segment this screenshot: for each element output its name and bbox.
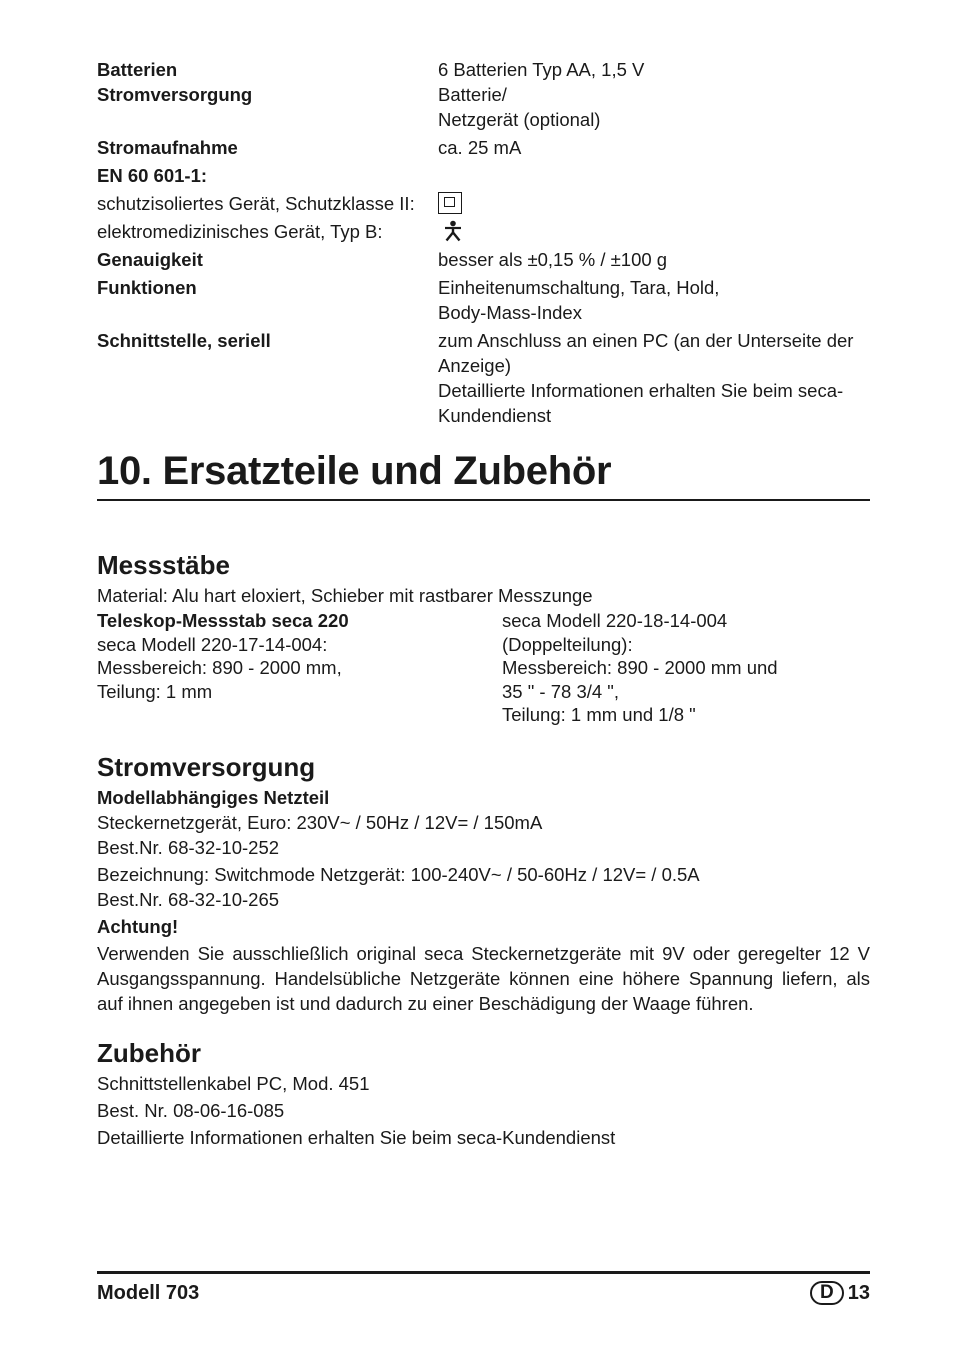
spec-value-line: Detaillierte Informationen erhalten Sie beim seca- xyxy=(438,380,844,401)
spec-value-line: Anzeige) xyxy=(438,355,512,376)
product-line: Messbereich: 890 - 2000 mm, xyxy=(97,657,342,678)
language-badge: D xyxy=(810,1281,844,1305)
type-b-applied-part-icon xyxy=(443,220,463,242)
spec-value: ca. 25 mA xyxy=(438,137,522,158)
power-line: Bezeichnung: Switchmode Netzgerät: 100-240V~ / 50-60Hz / 12V= / 0.5A xyxy=(97,864,700,885)
spec-value xyxy=(438,275,870,325)
section-heading-stromversorgung: Stromversorgung xyxy=(97,752,316,782)
document-page xyxy=(97,0,870,1352)
product-line: 35 " - 78 3/4 ", xyxy=(502,680,620,702)
warning-text: Verwenden Sie ausschließlich original seca Steckernetzgeräte mit 9V oder geregelter 12 V Ausgangsspannung. Handelsübliche Netzgeräte können eine höhere Spannung liefern, als auf ihnen angegeben ist und dadurch zu einer Beschädigung der Waage führen. xyxy=(97,943,870,1014)
product-line: Messbereich: 890 - 2000 mm und xyxy=(502,657,778,678)
product-title: Teleskop-Messstab seca 220 xyxy=(97,610,349,631)
spec-row-en60601 xyxy=(97,163,870,188)
spec-label: Genauigkeit xyxy=(97,249,203,270)
footer-page-info xyxy=(810,1280,870,1306)
spec-label: Schnittstelle, seriell xyxy=(97,330,271,351)
spec-value xyxy=(438,82,870,132)
accessory-line: Schnittstellenkabel PC, Mod. 451 xyxy=(97,1073,370,1094)
power-line: Steckernetzgerät, Euro: 230V~ / 50Hz / 12V= / 150mA xyxy=(97,812,543,833)
spec-value-line: Batterie/ xyxy=(438,84,507,105)
accessory-line: Detaillierte Informationen erhalten Sie beim seca-Kundendienst xyxy=(97,1127,616,1148)
technical-data-table xyxy=(97,57,870,428)
spec-row-power-supply xyxy=(97,82,870,132)
power-line: Best.Nr. 68-32-10-252 xyxy=(97,837,280,858)
spec-value-line: Netzgerät (optional) xyxy=(438,109,601,130)
spec-row-type-b xyxy=(97,219,870,244)
product-line: seca Modell 220-17-14-004: xyxy=(97,633,328,655)
spec-label: EN 60 601-1: xyxy=(97,165,208,186)
spec-row-functions xyxy=(97,275,870,325)
protection-class-2-icon xyxy=(438,192,462,214)
spec-value: 6 Batterien Typ AA, 1,5 V xyxy=(438,59,645,80)
spec-row-batteries xyxy=(97,57,870,82)
spec-label: Batterien xyxy=(97,59,178,80)
product-line: Teilung: 1 mm xyxy=(97,680,213,702)
product-line: seca Modell 220-18-14-004 xyxy=(502,610,728,631)
spec-value: besser als ±0,15 % / ±100 g xyxy=(438,249,668,270)
spec-value-line: Body-Mass-Index xyxy=(438,302,582,323)
product-line: Teilung: 1 mm und 1/8 " xyxy=(502,704,696,725)
section-heading-messstaebe: Messstäbe xyxy=(97,550,230,580)
spec-row-accuracy xyxy=(97,247,870,272)
spec-label: Funktionen xyxy=(97,277,197,298)
spec-label: Stromversorgung xyxy=(97,84,253,105)
measuring-rod-left-column xyxy=(97,609,477,703)
spec-value-line: zum Anschluss an einen PC (an der Unterseite der xyxy=(438,330,854,351)
accessory-line: Best. Nr. 08-06-16-085 xyxy=(97,1100,285,1121)
material-text: Material: Alu hart eloxiert, Schieber mit rastbarer Messzunge xyxy=(97,585,593,606)
spec-row-serial-interface xyxy=(97,328,870,428)
subheading-power-adapter: Modellabhängiges Netzteil xyxy=(97,787,330,808)
product-line: (Doppelteilung): xyxy=(502,633,633,655)
footer-model: Modell 703 xyxy=(97,1282,200,1304)
page-number: 13 xyxy=(847,1282,870,1304)
spec-row-current-consumption xyxy=(97,135,870,160)
spec-value-line: Kundendienst xyxy=(438,405,552,426)
warning-title: Achtung! xyxy=(97,916,179,937)
measuring-rod-right-column xyxy=(502,609,870,727)
chapter-title: 10. Ersatzteile und Zubehör xyxy=(97,446,870,501)
spec-label: Stromaufnahme xyxy=(97,137,238,158)
spec-label: schutzisoliertes Gerät, Schutzklasse II: xyxy=(97,193,415,214)
spec-row-protection-class xyxy=(97,191,870,216)
spec-value xyxy=(438,328,870,428)
section-heading-zubehoer: Zubehör xyxy=(97,1038,201,1068)
spec-value-line: Einheitenumschaltung, Tara, Hold, xyxy=(438,277,720,298)
spec-label: elektromedizinisches Gerät, Typ B: xyxy=(97,221,383,242)
power-line: Best.Nr. 68-32-10-265 xyxy=(97,889,280,910)
footer-rule xyxy=(97,1271,870,1274)
